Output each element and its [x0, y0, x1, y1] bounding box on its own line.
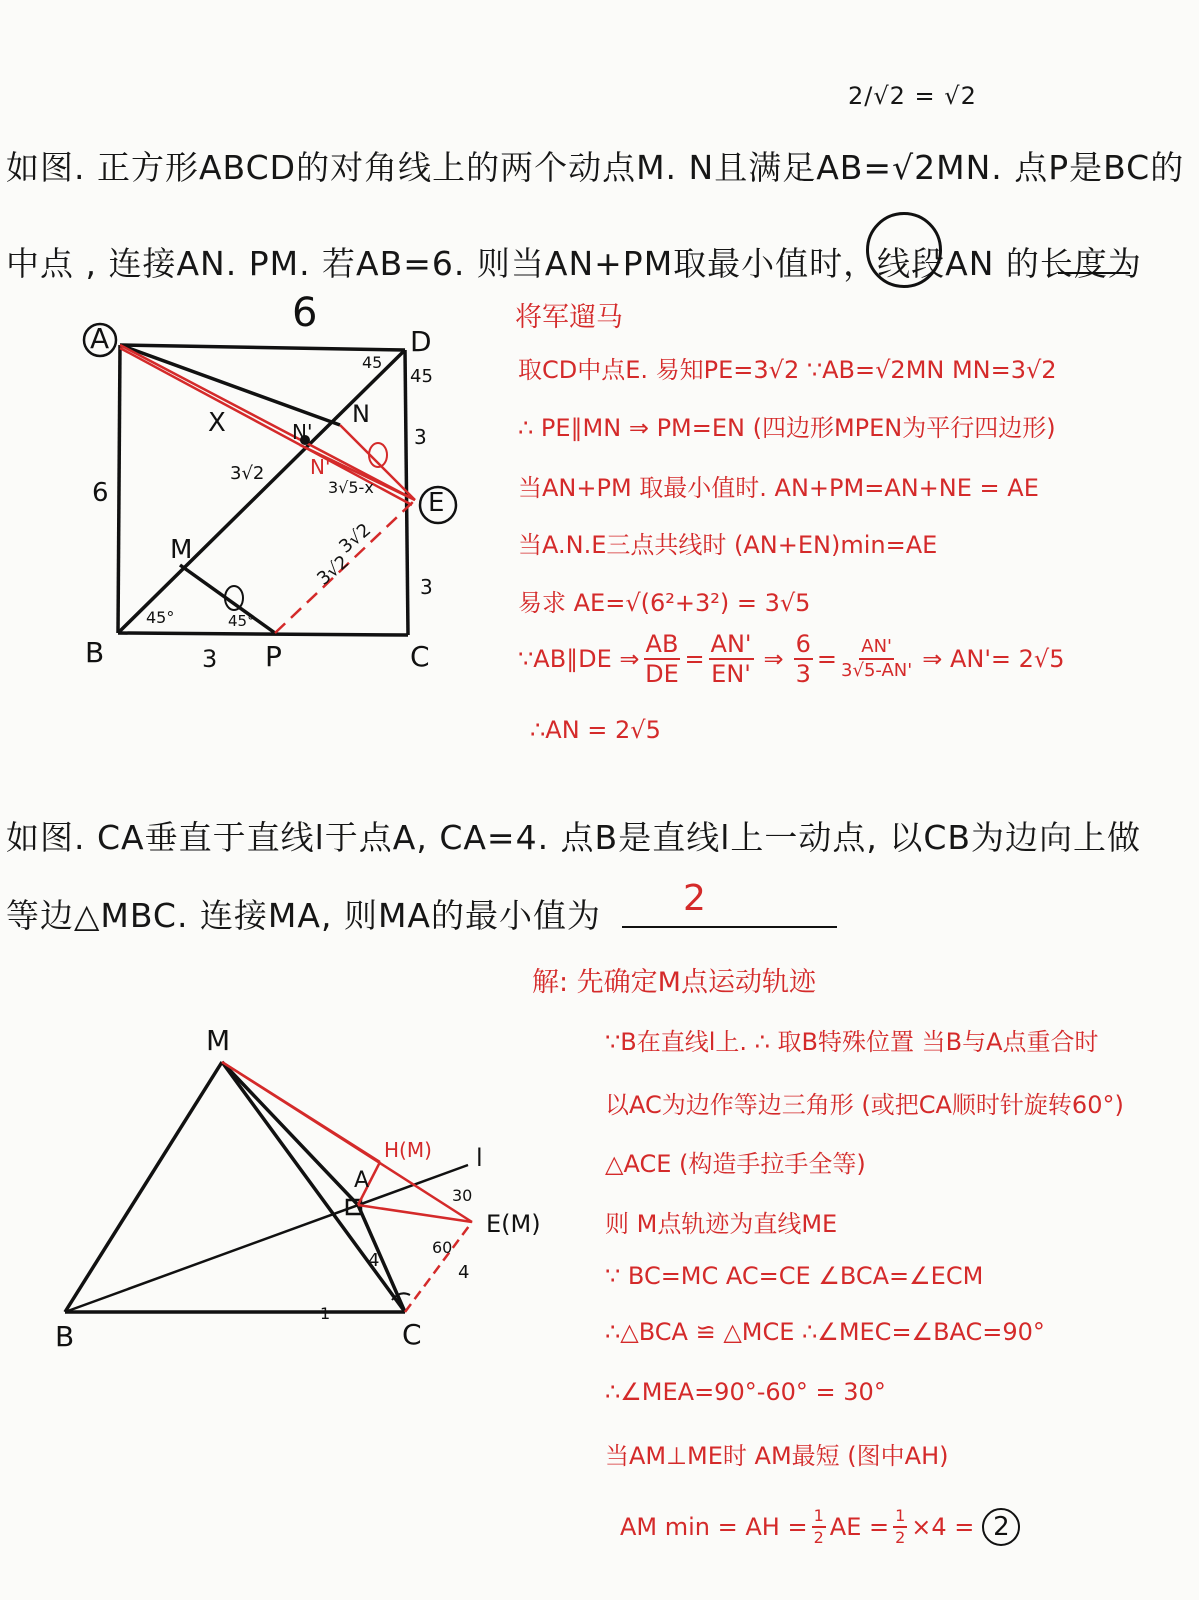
- frac-half-2: $\frac{1}{2}$: [895, 1506, 906, 1547]
- sol1-line2: 取CD中点E. 易知PE=3√2 ∵AB=√2MN MN=3√2: [518, 356, 1057, 384]
- sol2-line10-c: ×4 =: [911, 1513, 975, 1541]
- fig1-top-6: 6: [292, 290, 318, 336]
- fig1-angle-p: 45°: [228, 612, 255, 630]
- sol2-line10-a: AM min = AH =: [620, 1513, 808, 1541]
- sol2-line2: ∵B在直线l上. ∴ 取B特殊位置 当B与A点重合时: [605, 1028, 1099, 1056]
- sol2-line8: ∴∠MEA=90°-60° = 30°: [605, 1378, 886, 1406]
- sol1-line3: ∴ PE∥MN ⇒ PM=EN (四边形MPEN为平行四边形): [518, 414, 1056, 442]
- sol1-line6: 易求 AE=√(6²+3²) = 3√5: [518, 589, 811, 617]
- sol2-line5: 则 M点轨迹为直线ME: [605, 1210, 838, 1238]
- sol2-line6: ∵ BC=MC AC=CE ∠BCA=∠ECM: [605, 1262, 984, 1290]
- q1-line2: 中点 , 连接AN. PM. 若AB=6. 则当AN+PM取最小值时，线段AN 的长度为: [6, 244, 1142, 283]
- sol2-line10-b: AE =: [829, 1513, 890, 1541]
- sol2-line10: [620, 1508, 1020, 1546]
- fig1-label-E: E: [428, 488, 445, 518]
- sol1-line7-c: ⇒ AN'= 2√5: [922, 645, 1065, 673]
- fig1-angle-b: 45°: [146, 608, 175, 627]
- fig1-label-P: P: [265, 640, 282, 673]
- fig1-right-3b: 3: [420, 575, 433, 599]
- frac-an-3root5: $\frac{AN'}{3√5-AN'}$: [841, 636, 913, 681]
- sol1-line7-a: ∵AB∥DE ⇒: [518, 645, 640, 673]
- fig1-n-prime-1: N': [292, 420, 313, 444]
- frac-ab-de: $\frac{AB}{DE}$: [645, 630, 679, 688]
- fig2-label-B: B: [55, 1320, 75, 1353]
- sol2-line4: △ACE (构造手拉手全等): [605, 1150, 866, 1178]
- fig2-angle-30: 30: [452, 1186, 473, 1205]
- fig1-left-6: 6: [92, 478, 109, 508]
- fig1-3root2-a: 3√2: [230, 463, 265, 484]
- fig1-label-A: A: [90, 322, 110, 355]
- fig1-3root2-b: 3√2: [335, 519, 376, 558]
- fig2-side-4b: 4: [458, 1262, 470, 1283]
- q2-answer: 2: [683, 878, 706, 919]
- frac-an-en: $\frac{AN'}{EN'}$: [710, 630, 752, 688]
- fig1-bottom-3: 3: [202, 645, 218, 673]
- sol1-line7-b: ⇒: [763, 645, 784, 673]
- sol1-title: 将军遛马: [515, 302, 623, 333]
- fig1-label-B: B: [85, 636, 105, 669]
- fig2-side-4a: 4: [368, 1250, 380, 1271]
- sol2-line9: 当AM⊥ME时 AM最短 (图中AH): [605, 1442, 949, 1470]
- q2-line2: 等边△MBC. 连接MA, 则MA的最小值为: [6, 896, 602, 935]
- fig2-label-M: M: [206, 1024, 231, 1057]
- sol1-line5: 当A.N.E三点共线时 (AN+EN)min=AE: [518, 531, 938, 559]
- sol2-final-answer: 2: [982, 1508, 1020, 1546]
- sol2-line1: 解: 先确定M点运动轨迹: [532, 967, 816, 998]
- fig1-right-3a: 3: [414, 425, 427, 449]
- fig2-label-C: C: [402, 1318, 422, 1351]
- header-note: 2/√2 = √2: [848, 82, 977, 110]
- sol1-line7: ∵AB∥DE ⇒ $\frac{AB}{DE}$ = $\frac{AN'}{EN'}$ ⇒ $\frac{6}{3}$ = $\frac{AN'}{3√5-AN'}$ ⇒ AN'= 2√5: [518, 630, 1065, 688]
- fig2-label-l: l: [476, 1144, 483, 1172]
- frac-half-1: $\frac{1}{2}$: [813, 1506, 824, 1547]
- sol2-line3: 以AC为边作等边三角形 (或把CA顺时针旋转60°): [605, 1091, 1124, 1119]
- fig1-angle-d2: 45: [410, 366, 433, 387]
- fig1-3root2-c: 3√2: [313, 551, 354, 590]
- q1-line1: 如图. 正方形ABCD的对角线上的两个动点M. N且满足AB=√2MN. 点P是BC的: [6, 148, 1185, 187]
- fig2-label-E: E(M): [486, 1210, 541, 1238]
- sol1-line4: 当AN+PM 取最小值时. AN+PM=AN+NE = AE: [518, 474, 1039, 502]
- frac-6-3: $\frac{6}{3}$: [795, 630, 811, 688]
- sol2-line7: ∴△BCA ≌ △MCE ∴∠MEC=∠BAC=90°: [605, 1318, 1045, 1346]
- fig1-angle-d1: 45: [362, 353, 383, 372]
- fig1-label-D: D: [410, 325, 432, 358]
- q2-line1: 如图. CA垂直于直线l于点A, CA=4. 点B是直线l上一动点, 以CB为边向上做: [6, 818, 1142, 857]
- fig2-label-H: H(M): [384, 1138, 432, 1162]
- fig2-label-A: A: [354, 1168, 370, 1193]
- fig2-mark-1: 1: [320, 1304, 331, 1323]
- fig1-x: X: [208, 408, 226, 438]
- sol1-line8: ∴AN = 2√5: [530, 716, 661, 744]
- fig1-label-M: M: [170, 535, 193, 565]
- fig1-label-N: N: [352, 400, 370, 428]
- fig1-label-C: C: [410, 640, 430, 673]
- fig2-angle-60: 60: [432, 1238, 453, 1257]
- fig1-3root5: 3√5-x: [328, 478, 374, 497]
- fig1-n-prime-2: N': [310, 455, 331, 479]
- triangle-mbc: [65, 1062, 468, 1312]
